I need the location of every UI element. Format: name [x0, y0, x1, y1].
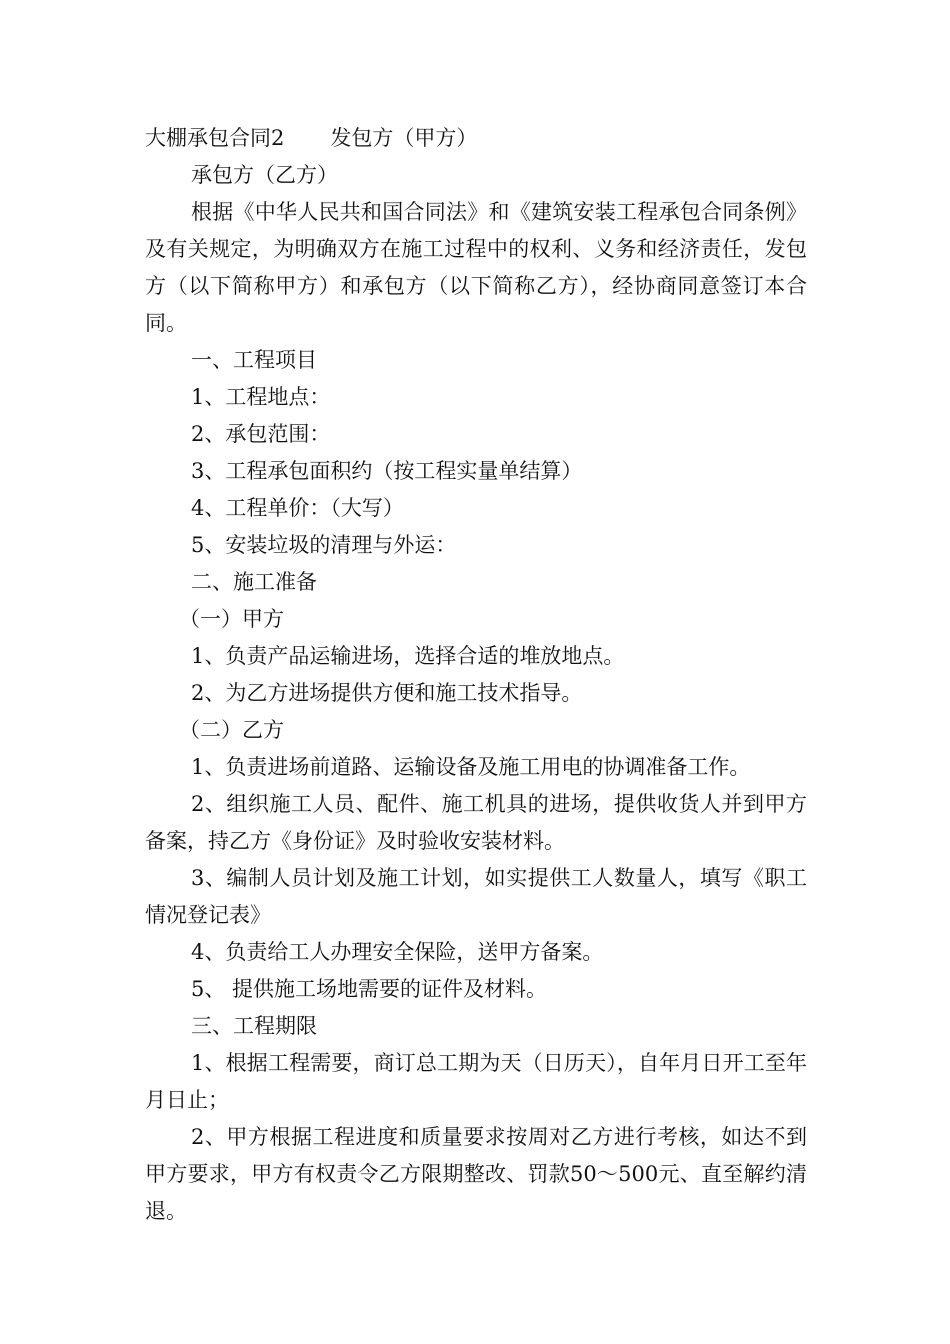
list-item: 2、为乙方进场提供方便和施工技术指导。: [191, 681, 583, 705]
list-item: 4、工程单价：（大写）: [191, 496, 404, 520]
list-item: 5、 提供施工场地需要的证件及材料。: [191, 977, 548, 1001]
party-a-line: 发包方（甲方）: [330, 126, 478, 150]
list-item: 4、负责给工人办理安全保险，送甲方备案。: [191, 940, 604, 964]
preamble-paragraph: 根据《中华人民共和国合同法》和《建筑安装工程承包合同条例》及有关规定，为明确双方在施工过程中的权利、义务和经济责任，发包方（以下简称甲方）和承包方（以下简称乙方），经协商同意签订本合同。: [145, 200, 807, 335]
subsection-heading-party-b: （二）乙方: [179, 718, 284, 742]
list-item: 1、负责产品运输进场，选择合适的堆放地点。: [191, 644, 625, 668]
list-item: 5、安装垃圾的清理与外运：: [191, 533, 457, 557]
list-item: 1、根据工程需要，商订总工期为天（日历天），自年月日开工至年月日止；: [145, 1051, 807, 1112]
title-line: [145, 120, 807, 157]
document-page: [145, 120, 807, 1230]
list-item: 1、工程地点：: [191, 385, 331, 409]
party-b-line: 承包方（乙方）: [191, 163, 338, 187]
subsection-heading-party-a: （一）甲方: [179, 607, 284, 631]
list-item: 1、负责进场前道路、运输设备及施工用电的协调准备工作。: [191, 755, 751, 779]
list-item: 2、甲方根据工程进度和质量要求按周对乙方进行考核，如达不到甲方要求，甲方有权责令乙方限期整改、罚款50～500元、直至解约清退。: [145, 1125, 807, 1223]
list-item: 2、组织施工人员、配件、施工机具的进场，提供收货人并到甲方备案，持乙方《身份证》及时验收安装材料。: [145, 792, 807, 853]
section-heading-preparation: 二、施工准备: [191, 570, 317, 594]
list-item: 3、工程承包面积约（按工程实量单结算）: [191, 459, 583, 483]
section-heading-period: 三、工程期限: [191, 1014, 317, 1038]
document-title: 大棚承包合同2: [145, 126, 285, 150]
section-heading-project: 一、工程项目: [191, 348, 317, 372]
list-item: 3、编制人员计划及施工计划，如实提供工人数量人，填写《职工情况登记表》: [145, 866, 807, 927]
list-item: 2、承包范围：: [191, 422, 331, 446]
